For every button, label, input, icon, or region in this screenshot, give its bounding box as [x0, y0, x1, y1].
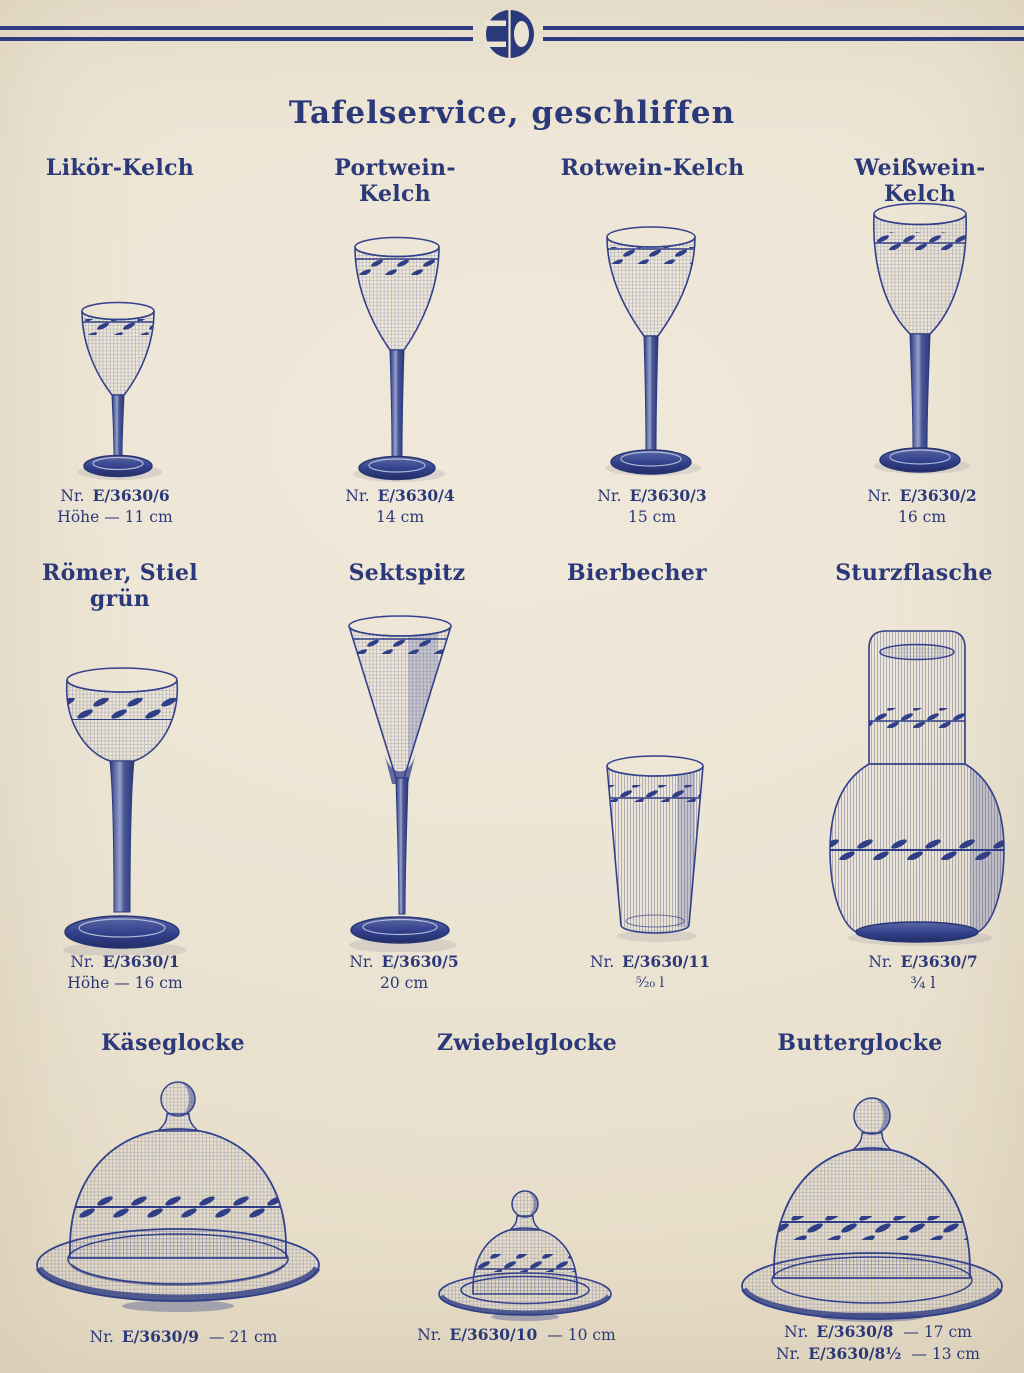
product-size: — 13 cm [911, 1345, 980, 1363]
brand-monogram-ed-icon [482, 7, 538, 63]
product-name-sektspitz: Sektspitz [348, 560, 466, 586]
caption-likoer [15, 485, 215, 528]
product-name-roemer: Römer, Stiel grün [42, 560, 198, 612]
product-name-kaeseglocke: Käseglocke [101, 1030, 245, 1056]
product-name-sturzflasche: Sturzflasche [835, 560, 993, 586]
product-name-likoer-kelch: Likör-Kelch [45, 155, 195, 181]
caption-rotwein [552, 485, 752, 528]
double-rule-left-top [0, 26, 473, 30]
product-size: 14 cm [375, 508, 425, 526]
caption-sektspitz [304, 951, 504, 994]
product-name-rotwein-kelch: Rotwein-Kelch [560, 155, 745, 181]
double-rule-right-bottom [543, 37, 1024, 41]
caption-kaeseglocke [66, 1326, 301, 1348]
product-code: E/3630/7 [900, 952, 978, 971]
likoer-kelch-illustration [58, 295, 178, 490]
product-code: E/3630/8½ [808, 1344, 902, 1363]
product-code: E/3630/10 [449, 1325, 538, 1344]
nr-label: Nr. [784, 1323, 809, 1341]
double-rule-left-bottom [0, 37, 473, 41]
product-code: E/3630/11 [622, 952, 711, 971]
product-name-zwiebelglocke: Zwiebelglocke [436, 1030, 618, 1056]
product-code: E/3630/8 [816, 1322, 894, 1341]
nr-label: Nr. [349, 953, 374, 971]
nr-label: Nr. [868, 953, 893, 971]
nr-label: Nr. [589, 953, 615, 971]
page-title: Tafelservice, geschliffen [288, 95, 736, 131]
product-code: E/3630/4 [377, 486, 455, 505]
product-name-weisswein-kelch: Weißwein-Kelch [854, 155, 986, 207]
product-name-butterglocke: Butterglocke [777, 1030, 943, 1056]
product-size: — 21 cm [208, 1328, 278, 1346]
caption-butterglocke [758, 1321, 998, 1365]
product-name-bierbecher: Bierbecher [567, 560, 707, 586]
product-size: — 17 cm [903, 1323, 972, 1341]
nr-label: Nr. [60, 487, 85, 505]
rotwein-kelch-illustration [584, 222, 719, 480]
sturzflasche-illustration [822, 622, 1012, 947]
product-size: Höhe — 11 cm [57, 508, 173, 526]
nr-label: Nr. [70, 953, 95, 971]
nr-label: Nr. [89, 1328, 114, 1346]
caption-sturzflasche [823, 951, 1023, 994]
butterglocke-illustration [722, 1090, 1022, 1322]
product-size: — 10 cm [547, 1326, 616, 1344]
caption-portwein [300, 485, 500, 528]
nr-label: Nr. [417, 1326, 442, 1344]
product-code: E/3630/9 [121, 1327, 199, 1346]
product-size: 16 cm [897, 508, 947, 526]
product-code: E/3630/2 [899, 486, 977, 505]
kaeseglocke-illustration [28, 1075, 328, 1320]
bierbecher-illustration [593, 753, 718, 943]
nr-label: Nr. [597, 487, 622, 505]
product-size: ⁵⁄₂₀ l [635, 975, 665, 991]
double-rule-right-top [543, 26, 1024, 30]
product-code: E/3630/6 [92, 486, 170, 505]
product-size: ¾ l [910, 974, 936, 992]
product-size: 15 cm [627, 508, 677, 526]
product-size: Höhe — 16 cm [67, 974, 183, 992]
nr-label: Nr. [345, 487, 370, 505]
caption-zwiebelglocke [399, 1324, 634, 1346]
nr-label: Nr. [867, 487, 892, 505]
sektspitz-illustration [328, 612, 473, 952]
weisswein-kelch-illustration [850, 198, 990, 480]
caption-weisswein [822, 485, 1022, 528]
product-name-portwein-kelch: Portwein-Kelch [334, 155, 456, 207]
product-size: 20 cm [379, 974, 429, 992]
nr-label: Nr. [776, 1345, 801, 1363]
caption-bierbecher [550, 951, 750, 994]
product-code: E/3630/1 [102, 952, 180, 971]
zwiebelglocke-illustration [425, 1188, 625, 1323]
product-code: E/3630/3 [629, 486, 707, 505]
roemer-illustration [42, 660, 202, 955]
portwein-kelch-illustration [332, 232, 462, 485]
product-code: E/3630/5 [381, 952, 459, 971]
caption-roemer [25, 951, 225, 994]
